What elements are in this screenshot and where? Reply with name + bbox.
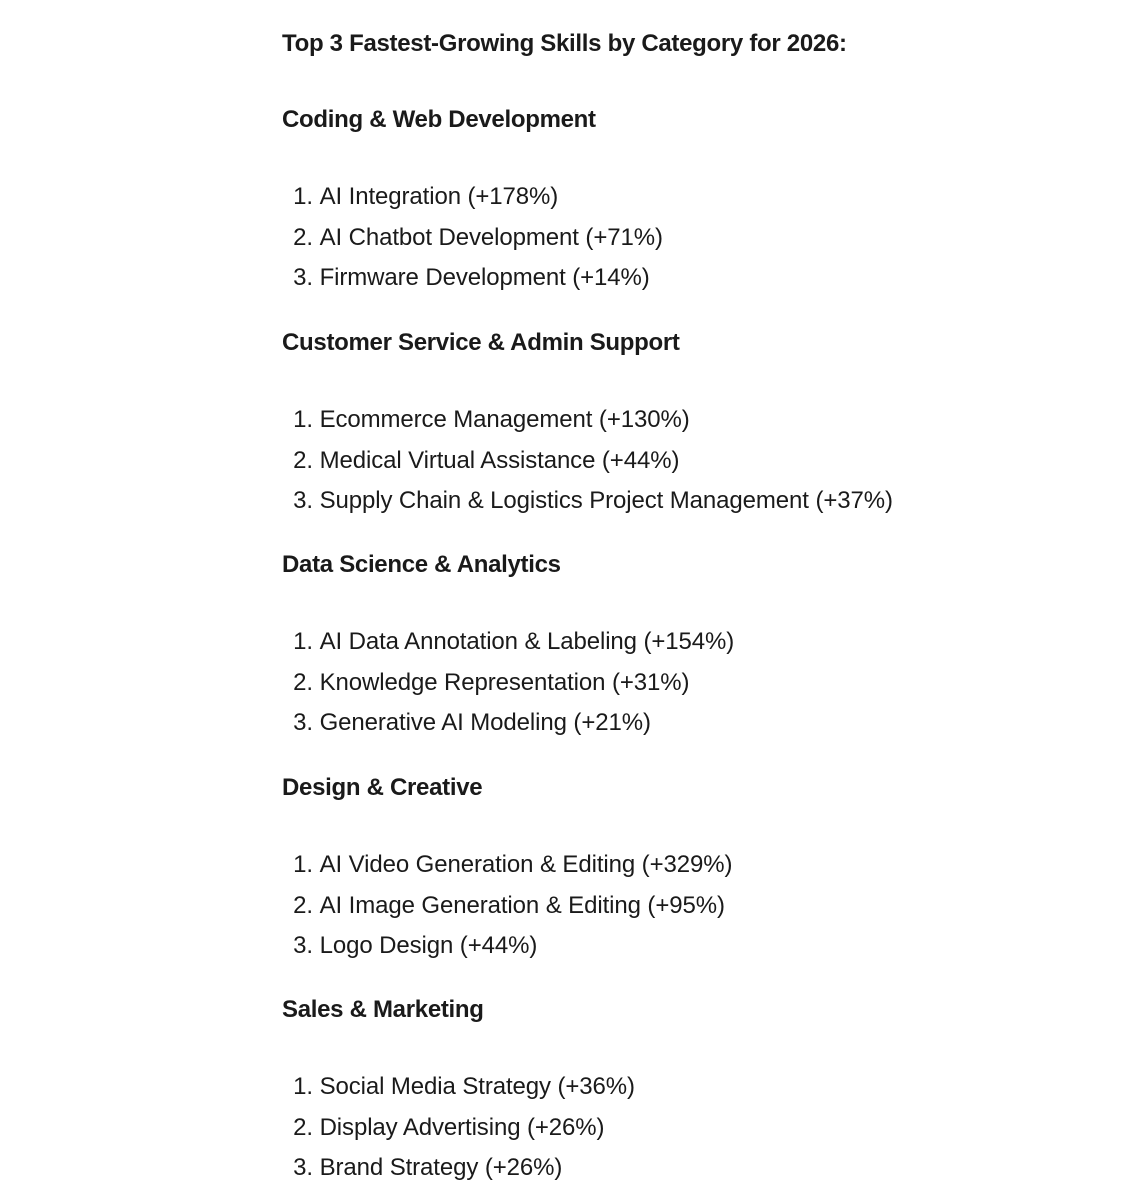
skill-rank: 2. — [293, 891, 313, 919]
skill-text: Brand Strategy (+26%) — [319, 1154, 563, 1182]
skill-text: Supply Chain & Logistics Project Management (+37%) — [319, 487, 893, 515]
skill-text: Logo Design (+44%) — [319, 932, 538, 960]
skill-text: Knowledge Representation (+31%) — [319, 668, 690, 696]
skill-list — [282, 404, 893, 526]
skill-rank: 2. — [293, 223, 313, 251]
skill-item — [282, 707, 734, 748]
skill-item — [282, 181, 663, 222]
skill-rank: 3. — [293, 709, 313, 737]
category-heading: Customer Service & Admin Support — [282, 329, 680, 356]
skill-item — [282, 667, 734, 708]
skill-item — [282, 445, 893, 486]
skill-rank: 3. — [293, 932, 313, 960]
skill-list — [282, 626, 734, 748]
skill-rank: 1. — [293, 1073, 313, 1100]
skill-item — [282, 1152, 635, 1193]
category-heading: Data Science & Analytics — [282, 551, 561, 578]
skill-item — [282, 404, 893, 445]
skill-list — [282, 1071, 635, 1193]
skill-rank: 2. — [293, 668, 313, 696]
skill-text: AI Video Generation & Editing (+329%) — [319, 851, 733, 878]
skill-text: AI Image Generation & Editing (+95%) — [319, 891, 725, 919]
category-heading: Coding & Web Development — [282, 106, 596, 133]
skill-text: Medical Virtual Assistance (+44%) — [319, 446, 680, 474]
skill-rank: 3. — [293, 264, 313, 292]
skill-item — [282, 930, 732, 971]
skill-text: AI Data Annotation & Labeling (+154%) — [319, 628, 735, 655]
skill-item — [282, 262, 663, 303]
skill-text: AI Chatbot Development (+71%) — [319, 223, 663, 251]
skill-list — [282, 181, 663, 303]
skill-text: Generative AI Modeling (+21%) — [319, 709, 651, 737]
skill-rank: 1. — [293, 183, 313, 210]
skill-item — [282, 849, 732, 890]
skill-rank: 2. — [293, 446, 313, 474]
skill-item — [282, 485, 893, 526]
skill-rank: 3. — [293, 1154, 313, 1182]
skill-text: Display Advertising (+26%) — [319, 1113, 605, 1141]
category-heading: Sales & Marketing — [282, 996, 484, 1023]
skill-rank: 1. — [293, 628, 313, 655]
skill-rank: 2. — [293, 1113, 313, 1141]
skill-text: Ecommerce Management (+130%) — [319, 406, 690, 433]
skill-item — [282, 1071, 635, 1112]
skill-list — [282, 849, 732, 971]
skill-rank: 1. — [293, 406, 313, 433]
skill-item — [282, 626, 734, 667]
skill-text: AI Integration (+178%) — [319, 183, 559, 210]
skill-text: Social Media Strategy (+36%) — [319, 1073, 635, 1100]
skill-item — [282, 222, 663, 263]
skill-item — [282, 890, 732, 931]
category-heading: Design & Creative — [282, 774, 483, 801]
skill-rank: 3. — [293, 487, 313, 515]
skill-item — [282, 1112, 635, 1153]
document-title: Top 3 Fastest-Growing Skills by Category for 2026: — [282, 30, 847, 57]
skill-text: Firmware Development (+14%) — [319, 264, 650, 292]
skill-rank: 1. — [293, 851, 313, 878]
